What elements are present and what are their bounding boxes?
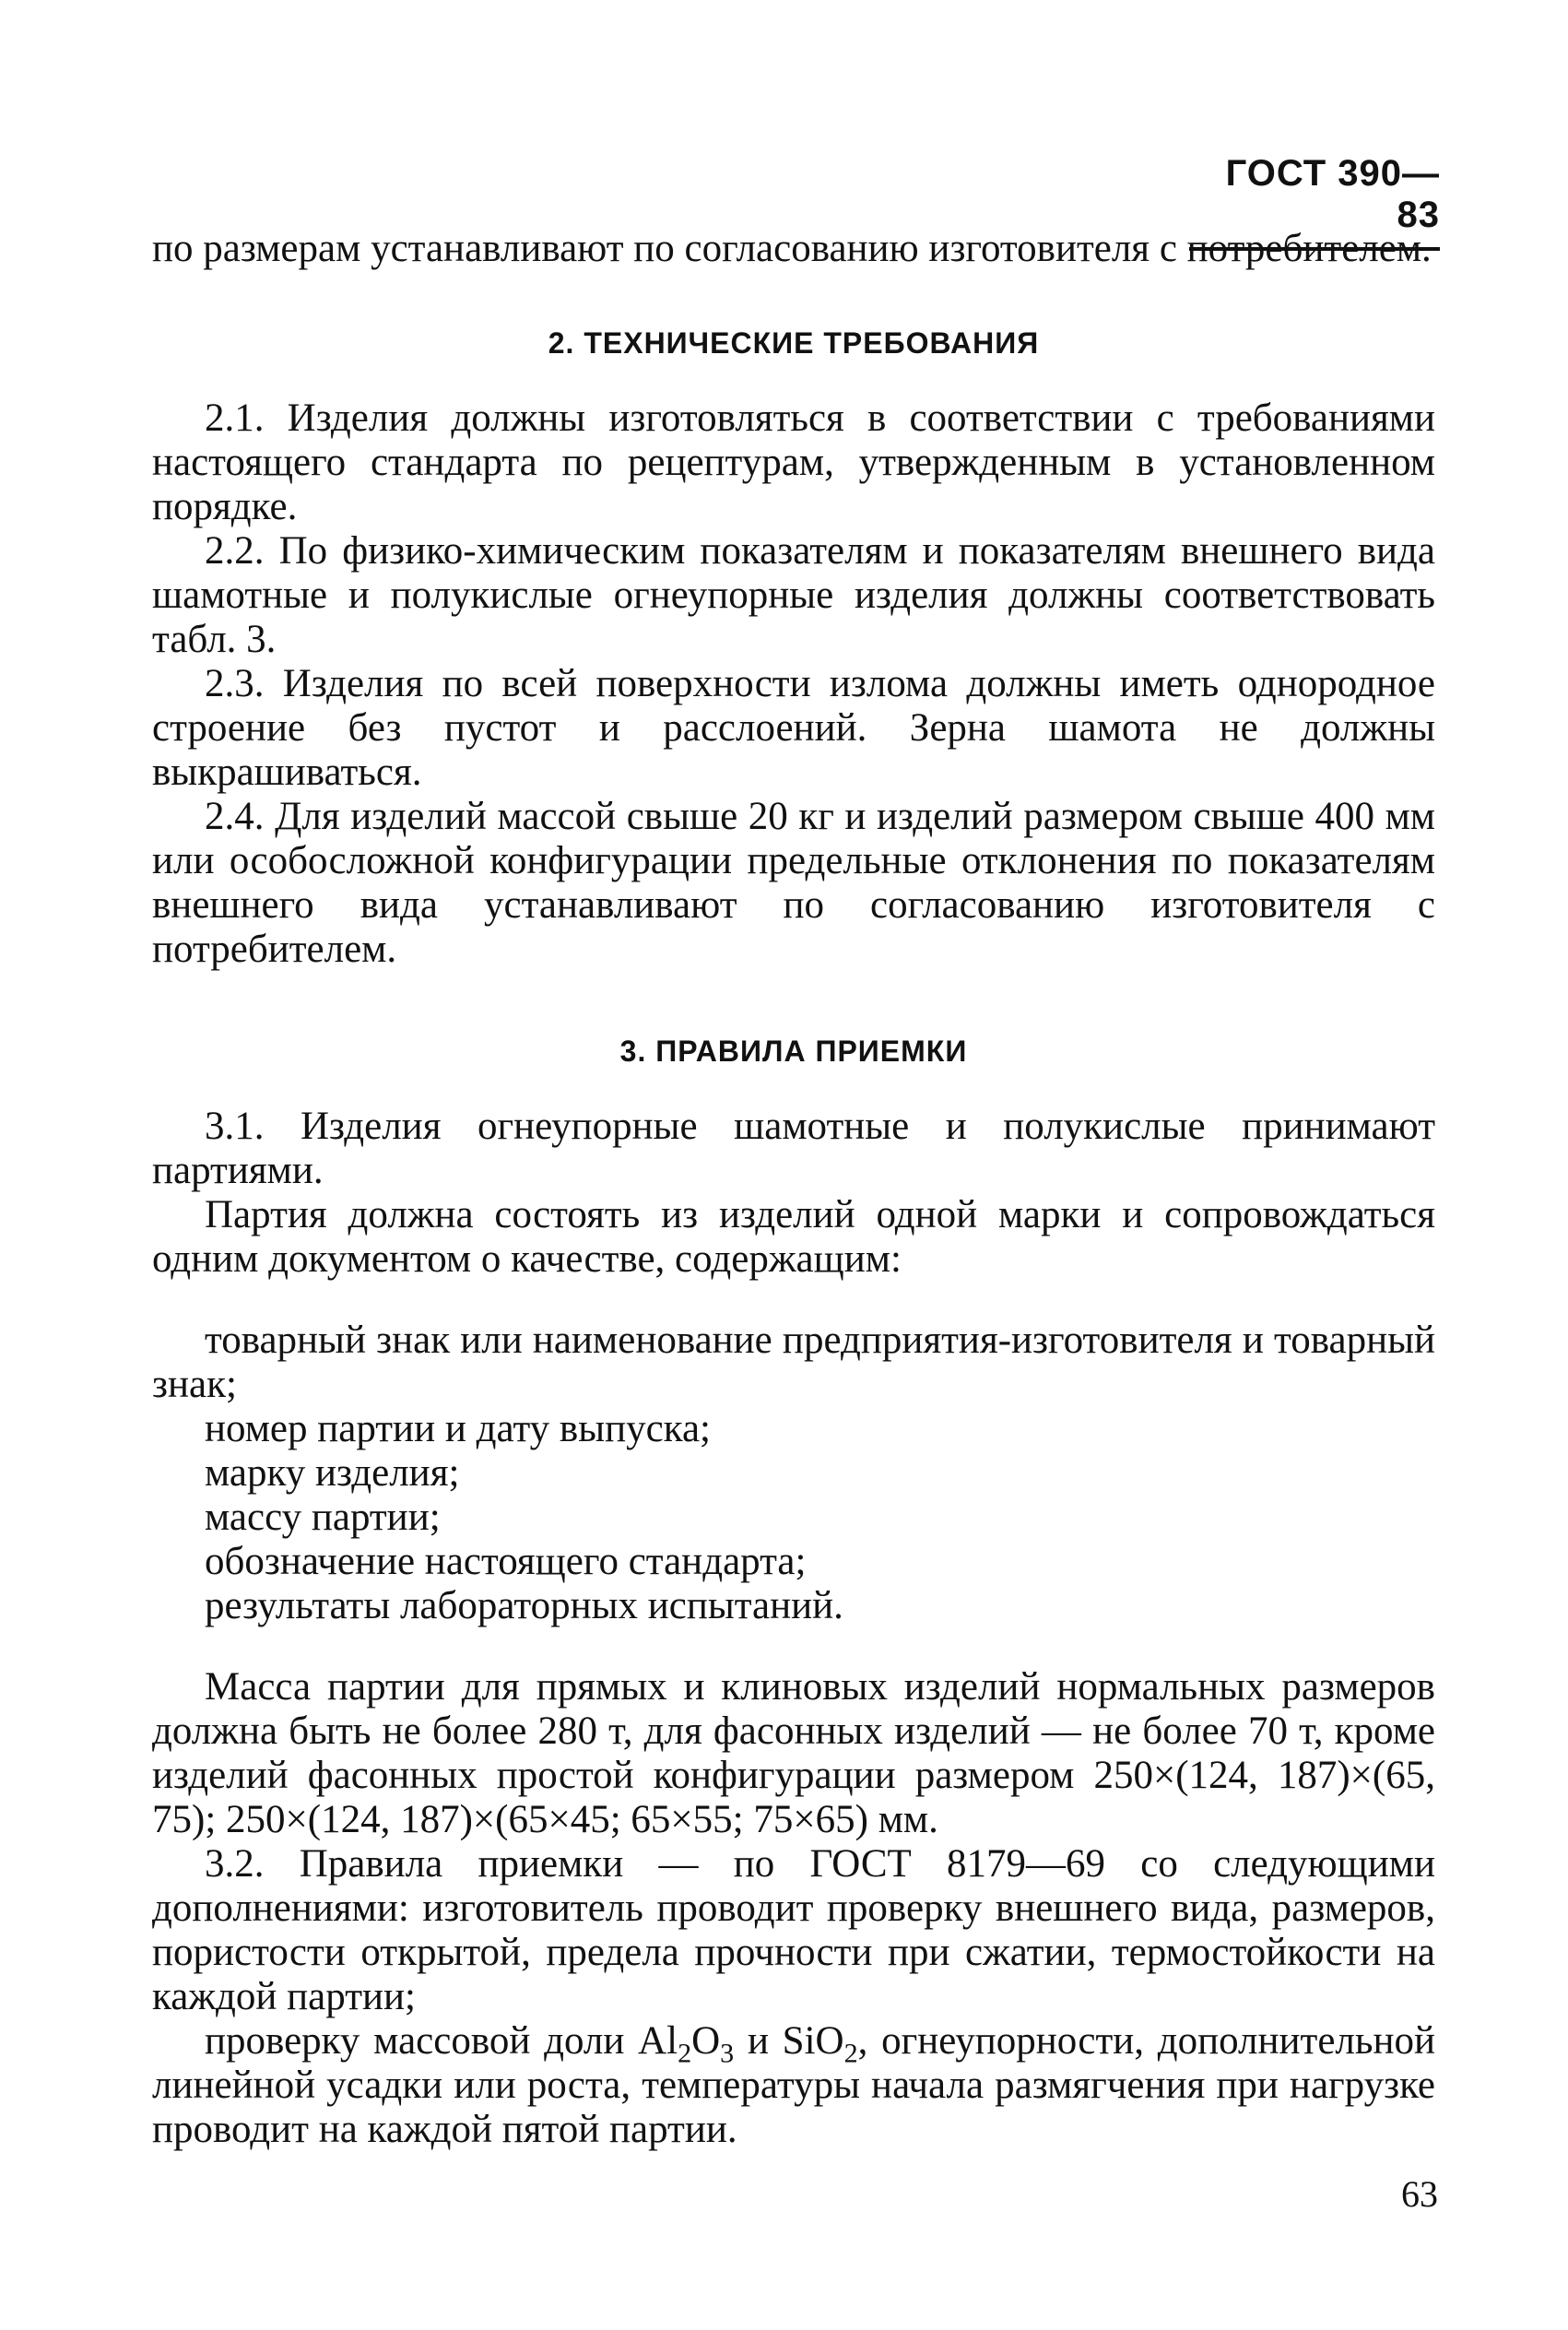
section-2-title: 2. ТЕХНИЧЕСКИЕ ТРЕБОВАНИЯ xyxy=(548,326,1040,360)
page-number: 63 xyxy=(1401,2173,1438,2215)
text-fragment: , огнеупорности, дополнительной линейной усадки или роста, температуры начала размягчения при нагрузке проводит на каждой пятой партии. xyxy=(152,2019,1435,2151)
subscript: 2 xyxy=(678,2037,692,2069)
paragraph-batch-mass: Масса партии для прямых и клиновых изделий нормальных размеров должна быть не более 280 т, для фасонных изделий — не более 70 т, кроме изделий фасонных простой конфигурации размером 250×(124, 187)×(65, 75); 250×(124, 187)×(65×45; 65×55; 75×65) мм. xyxy=(152,1665,1435,1841)
list-item: обозначение настоящего стандарта; xyxy=(205,1540,807,1583)
paragraph-batch-composition: Партия должна состоять из изделий одной марки и сопровождаться одним документом о качестве, содержащим: xyxy=(152,1193,1435,1281)
paragraph-3-2: 3.2. Правила приемки — по ГОСТ 8179—69 со следующими дополнениями: изготовитель проводит проверку внешнего вида, размеров, пористости открытой, предела прочности при сжатии, термостойкости на каждой партии; xyxy=(152,1842,1435,2018)
list-item: массу партии; xyxy=(205,1496,441,1539)
paragraph-2-1: 2.1. Изделия должны изготовляться в соответствии с требованиями настоящего стандарта по рецептурам, утвержденным в установленном порядке. xyxy=(152,396,1435,528)
list-item: результаты лабораторных испытаний. xyxy=(205,1584,843,1627)
subscript: 2 xyxy=(843,2037,858,2069)
paragraph-2-3: 2.3. Изделия по всей поверхности излома должны иметь однородное строение без пустот и расслоений. Зерна шамота не должны выкрашиваться. xyxy=(152,662,1435,794)
text-fragment: и SiO xyxy=(734,2019,844,2063)
body-text xyxy=(152,227,1435,2152)
section-3-title: 3. ПРАВИЛА ПРИЕМКИ xyxy=(619,1035,968,1068)
list-item: марку изделия; xyxy=(205,1451,460,1495)
paragraph-2-2: 2.2. По физико-химическим показателям и показателям внешнего вида шамотные и полукислые огнеупорные изделия должны соответствовать табл. 3. xyxy=(152,529,1435,661)
paragraph-3-1: 3.1. Изделия огнеупорные шамотные и полукислые принимают партиями. xyxy=(152,1105,1435,1192)
quality-document-list xyxy=(152,1319,1435,1628)
text-fragment: проверку массовой доли Al xyxy=(205,2019,678,2063)
list-item: товарный знак или наименование предприятия-изготовителя и товарный знак; xyxy=(152,1319,1435,1406)
subscript: 3 xyxy=(720,2037,735,2069)
list-item: номер партии и дату выпуска; xyxy=(205,1407,711,1450)
paragraph-inspection-fifth-batch xyxy=(152,2019,1435,2152)
intro-paragraph: по размерам устанавливают по согласованию изготовителя с потребителем. xyxy=(152,227,1432,270)
text-fragment: O xyxy=(691,2019,721,2063)
paragraph-2-4: 2.4. Для изделий массой свыше 20 кг и изделий размером свыше 400 мм или особосложной конфигурации предельные отклонения по показателям внешнего вида устанавливают по согласованию изготовителя с потребителем. xyxy=(152,795,1435,971)
document-code-header: ГОСТ 390—83 xyxy=(1189,153,1440,251)
